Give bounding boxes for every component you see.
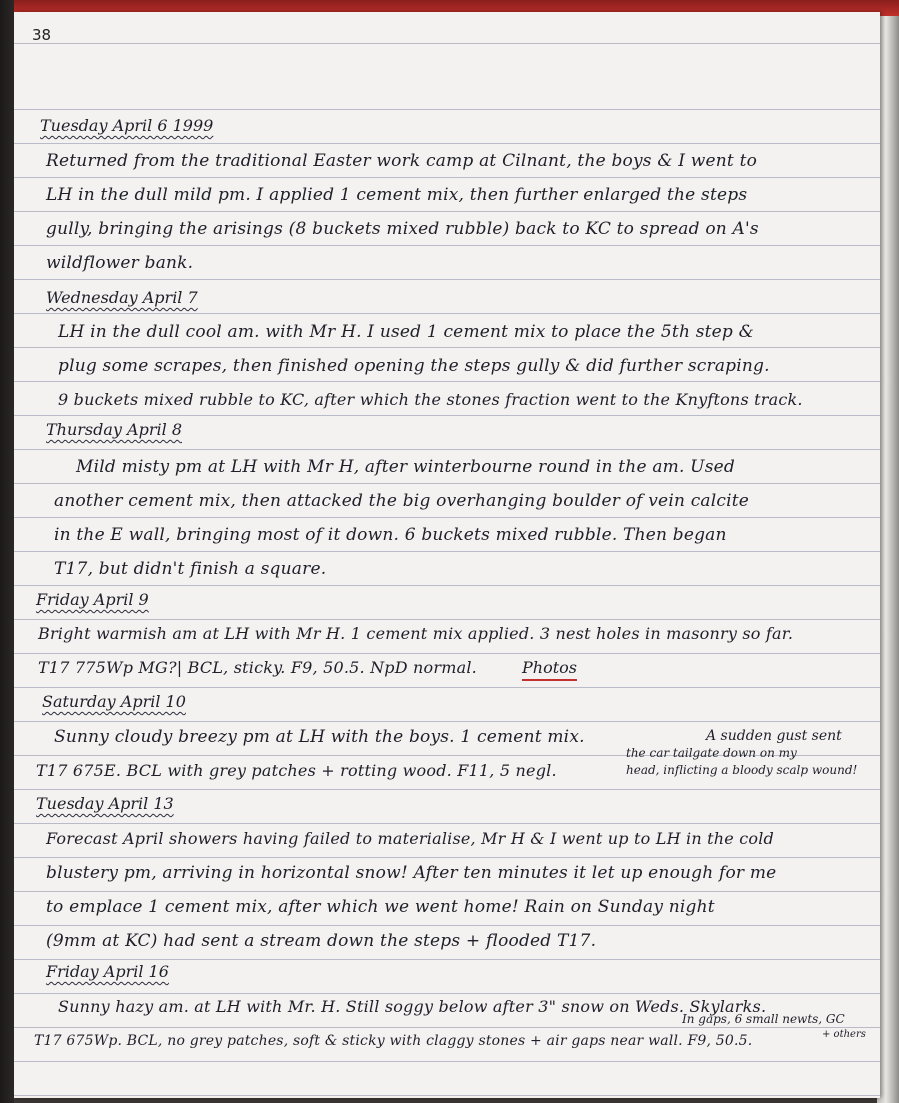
entry-line: T17 675Wp. BCL, no grey patches, soft & sticky with claggy stones + air gaps near wall. F9, 50.5.: [34, 1033, 753, 1049]
note-line: the car tailgate down on my: [626, 746, 797, 760]
entry-line: Mild misty pm at LH with Mr H, after winterbourne round in the am. Used: [76, 457, 735, 477]
margin-note: [682, 1012, 866, 1042]
entry-line: LH in the dull mild pm. I applied 1 cement mix, then further enlarged the steps: [46, 185, 748, 205]
entry-line: plug some scrapes, then finished opening the steps gully & did further scraping.: [58, 356, 770, 376]
entry-line: Returned from the traditional Easter work camp at Cilnant, the boys & I went to: [46, 151, 758, 171]
entry-body: [46, 144, 759, 280]
entry-line: wildflower bank.: [46, 253, 194, 273]
entry-body: [36, 720, 585, 788]
entry-line: blustery pm, arriving in horizontal snow! After ten minutes it let up enough for me: [46, 863, 777, 883]
entry-heading: Friday April 16: [46, 962, 169, 981]
entry-line: Sunny cloudy breezy pm at LH with the boys. 1 cement mix.: [54, 727, 585, 747]
entry-line: in the E wall, bringing most of it down. 6 buckets mixed rubble. Then began: [54, 525, 727, 545]
entry-line: T17 675E. BCL with grey patches + rotting wood. F11, 5 negl.: [36, 761, 557, 780]
entry-line: T17, but didn't finish a square.: [54, 559, 327, 579]
note-line: + others: [822, 1029, 866, 1040]
photos-label: Photos: [522, 658, 577, 677]
entry-heading: Tuesday April 6 1999: [40, 116, 214, 135]
entry-line: 9 buckets mixed rubble to KC, after which the stones fraction went to the Knyftons track.: [58, 390, 803, 409]
note-line: A sudden gust sent: [706, 728, 842, 744]
entry-heading: Tuesday April 13: [36, 794, 174, 813]
entry-line: gully, bringing the arisings (8 buckets mixed rubble) back to KC to spread on A's: [46, 219, 759, 239]
notebook-page-stack-edge: [877, 16, 899, 1103]
notebook-cover-left-edge: [0, 0, 14, 1103]
entry-heading: Friday April 9: [36, 590, 149, 609]
entry-line: LH in the dull cool am. with Mr H. I used 1 cement mix to place the 5th step &: [58, 322, 754, 342]
page-number: 38: [32, 26, 52, 44]
entry-line: another cement mix, then attacked the big overhanging boulder of vein calcite: [54, 491, 750, 511]
entry-line: Forecast April showers having failed to materialise, Mr H & I went up to LH in the cold: [46, 829, 774, 848]
entry-heading: Thursday April 8: [46, 420, 182, 439]
entry-body: [58, 315, 803, 417]
entry-line: (9mm at KC) had sent a stream down the steps + flooded T17.: [46, 931, 597, 951]
note-line: In gaps, 6 small newts, GC: [682, 1012, 845, 1026]
entry-body: [34, 990, 766, 1058]
entry-line: to emplace 1 cement mix, after which we went home! Rain on Sunday night: [46, 897, 715, 917]
entry-heading: Wednesday April 7: [46, 288, 198, 307]
notebook-page: [14, 12, 880, 1098]
entry-body: [54, 450, 749, 586]
entry-heading: Saturday April 10: [42, 692, 186, 711]
note-line: head, inflicting a bloody scalp wound!: [626, 763, 858, 777]
margin-note: [626, 728, 857, 779]
entry-line: Sunny hazy am. at LH with Mr. H. Still soggy below after 3" snow on Weds. Skylarks.: [58, 997, 767, 1016]
entry-line: Bright warmish am at LH with Mr H. 1 cement mix applied. 3 nest holes in masonry so far.: [38, 624, 794, 643]
entry-body: [38, 617, 793, 685]
entry-body: [46, 822, 776, 958]
entry-line: T17 775Wp MG?| BCL, sticky. F9, 50.5. NpD normal.: [38, 658, 477, 677]
